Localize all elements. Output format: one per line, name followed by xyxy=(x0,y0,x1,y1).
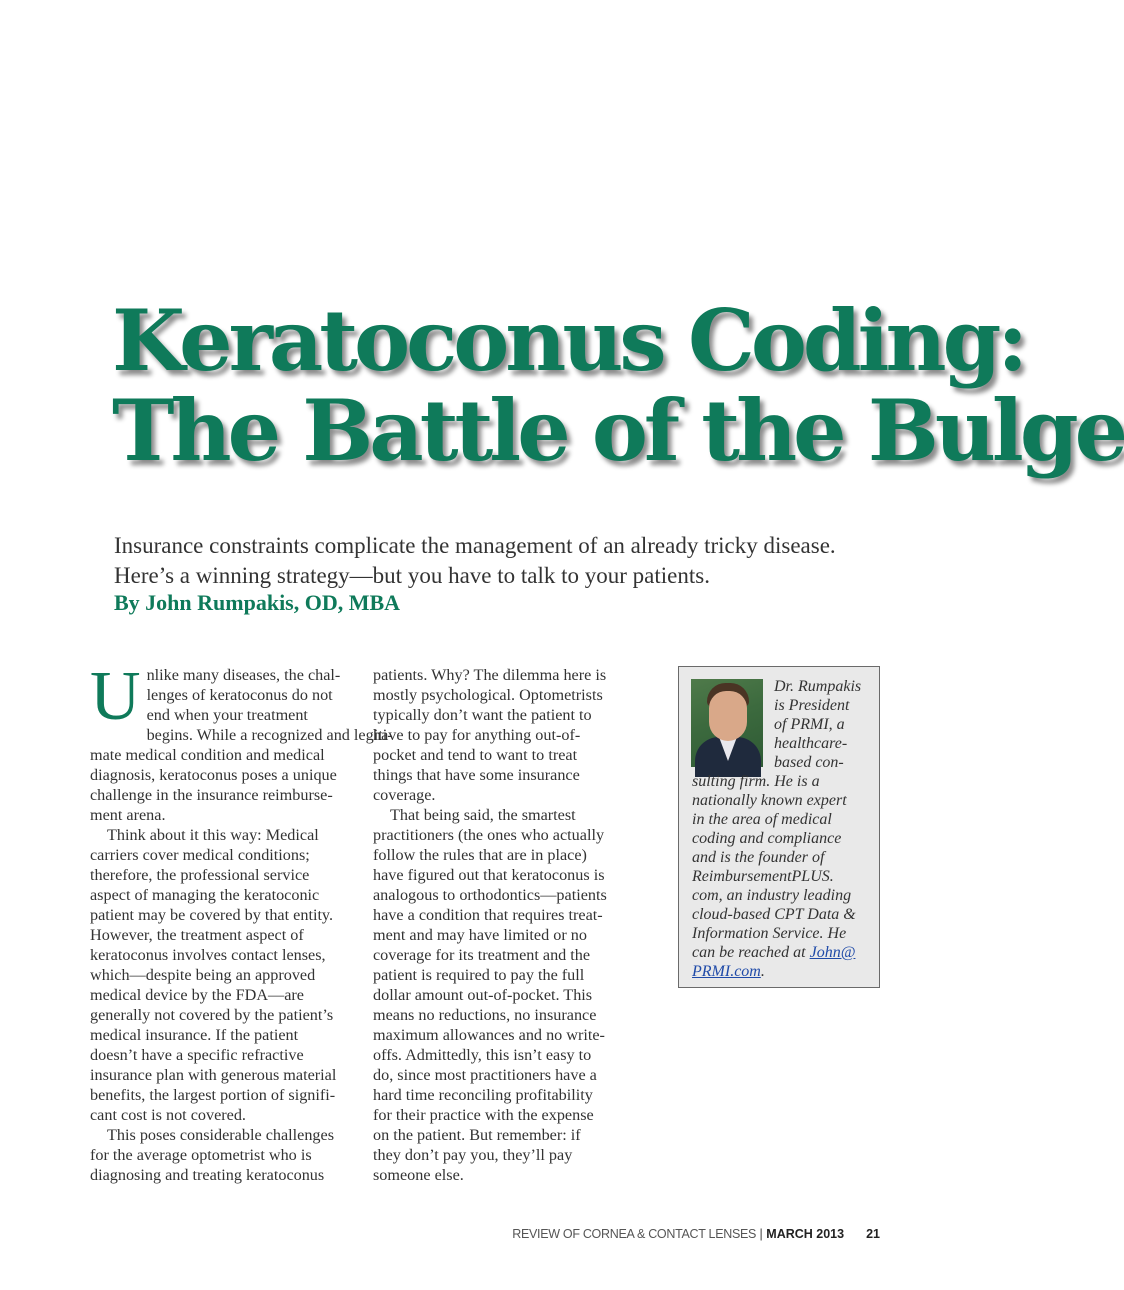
body-line: mostly psychological. Optometrists xyxy=(373,686,603,704)
issue-date: MARCH 2013 xyxy=(766,1227,845,1241)
title-line-1: Keratoconus Coding: xyxy=(112,291,1025,390)
body-line: maximum allowances and no write- xyxy=(373,1026,605,1044)
title-line-2: The Battle of the Bulge xyxy=(112,381,1124,480)
bio-line: of PRMI, a xyxy=(774,716,845,733)
body-line: medical insurance. If the patient xyxy=(90,1026,299,1044)
drop-cap: U xyxy=(90,658,141,735)
body-line: have to pay for anything out-of- xyxy=(373,726,581,744)
body-line: generally not covered by the patient’s xyxy=(90,1006,334,1024)
author-bio-text xyxy=(692,677,877,981)
email-link-continued[interactable]: PRMI.com xyxy=(692,963,761,980)
body-line: doesn’t have a specific refractive xyxy=(90,1046,304,1064)
body-line: patient is required to pay the full xyxy=(373,966,585,984)
body-line: end when your treatment xyxy=(146,706,308,724)
bio-line: in the area of medical xyxy=(692,811,832,828)
body-line: typically don’t want the patient to xyxy=(373,706,592,724)
body-line: do, since most practitioners have a xyxy=(373,1066,597,1084)
body-line: pocket and tend to want to treat xyxy=(373,746,578,764)
body-line: challenge in the insurance reimburse- xyxy=(90,786,333,804)
bio-line: based con- xyxy=(774,754,844,771)
bio-line: nationally known expert xyxy=(692,792,847,809)
footer-separator: | xyxy=(756,1227,767,1241)
deck-line-1: Insurance constraints complicate the management of an already tricky disease. xyxy=(114,533,836,558)
body-line: patient may be covered by that entity. xyxy=(90,906,334,924)
bio-line: sulting firm. He is a xyxy=(692,773,820,790)
email-link[interactable]: John@ xyxy=(809,944,856,961)
body-line: have figured out that keratoconus is xyxy=(373,866,605,884)
article-title xyxy=(112,291,1124,480)
body-line: patients. Why? The dilemma here is xyxy=(373,666,607,684)
body-column-1 xyxy=(90,658,393,1185)
bio-line: coding and compliance xyxy=(692,830,842,847)
body-line: have a condition that requires treat- xyxy=(373,906,603,924)
body-line: medical device by the FDA—are xyxy=(90,986,304,1004)
body-line: lenges of keratoconus do not xyxy=(146,686,333,704)
bio-line: healthcare- xyxy=(774,735,848,752)
body-line: Think about it this way: Medical xyxy=(107,826,319,844)
body-line: ment arena. xyxy=(90,806,166,824)
page-number: 21 xyxy=(866,1227,880,1241)
body-line: benefits, the largest portion of signifi- xyxy=(90,1086,336,1104)
body-line: for the average optometrist who is xyxy=(90,1146,312,1164)
body-line: which—despite being an approved xyxy=(90,966,316,984)
body-line: keratoconus involves contact lenses, xyxy=(90,946,326,964)
body-line: diagnosing and treating keratoconus xyxy=(90,1166,325,1184)
body-column-2 xyxy=(373,665,643,1185)
body-line: dollar amount out-of-pocket. This xyxy=(373,986,593,1004)
body-line: begins. While a recognized and legiti- xyxy=(146,726,393,744)
body-line: on the patient. But remember: if xyxy=(373,1126,581,1144)
body-line: hard time reconciling profitability xyxy=(373,1086,593,1104)
body-line: diagnosis, keratoconus poses a unique xyxy=(90,766,337,784)
body-line: things that have some insurance xyxy=(373,766,580,784)
bio-line: Information Service. He xyxy=(692,925,847,942)
page-footer xyxy=(0,1227,880,1241)
body-line: analogous to orthodontics—patients xyxy=(373,886,607,904)
author-bio-box xyxy=(678,666,880,988)
body-line: ment and may have limited or no xyxy=(373,926,587,944)
body-line: This poses considerable challenges xyxy=(107,1126,335,1144)
body-line: practitioners (the ones who actually xyxy=(373,826,605,844)
bio-line: com, an industry leading xyxy=(692,887,852,904)
body-line: carriers cover medical conditions; xyxy=(90,846,310,864)
byline: By John Rumpakis, OD, MBA xyxy=(114,590,401,615)
body-line: mate medical condition and medical xyxy=(90,746,325,764)
email-period: . xyxy=(760,963,765,980)
body-line: nlike many diseases, the chal- xyxy=(146,666,341,684)
body-line: someone else. xyxy=(373,1166,464,1184)
body-line: insurance plan with generous material xyxy=(90,1066,337,1084)
body-line: means no reductions, no insurance xyxy=(373,1006,597,1024)
body-line: However, the treatment aspect of xyxy=(90,926,304,944)
bio-line: ReimbursementPLUS. xyxy=(692,868,834,885)
bio-line xyxy=(692,943,877,962)
bio-line-text: can be reached at xyxy=(692,944,810,961)
body-line: cant cost is not covered. xyxy=(90,1106,246,1124)
body-line: coverage for its treatment and the xyxy=(373,946,591,964)
body-line: aspect of managing the keratoconic xyxy=(90,886,320,904)
article-deck xyxy=(114,531,894,591)
publication-name: REVIEW OF CORNEA & CONTACT LENSES xyxy=(512,1227,757,1241)
body-line: therefore, the professional service xyxy=(90,866,310,884)
deck-line-2: Here’s a winning strategy—but you have to talk to your patients. xyxy=(114,563,710,588)
body-line: offs. Admittedly, this isn’t easy to xyxy=(373,1046,592,1064)
body-line: coverage. xyxy=(373,786,436,804)
body-line: they don’t pay you, they’ll pay xyxy=(373,1146,573,1164)
bio-line: Dr. Rumpakis xyxy=(774,678,862,695)
bio-line: is President xyxy=(774,697,850,714)
bio-line: cloud-based CPT Data & xyxy=(692,906,856,923)
bio-line: and is the founder of xyxy=(692,849,825,866)
body-line: follow the rules that are in place) xyxy=(373,846,587,864)
body-line: That being said, the smartest xyxy=(390,806,576,824)
bio-line xyxy=(692,962,877,981)
body-line: for their practice with the expense xyxy=(373,1106,594,1124)
